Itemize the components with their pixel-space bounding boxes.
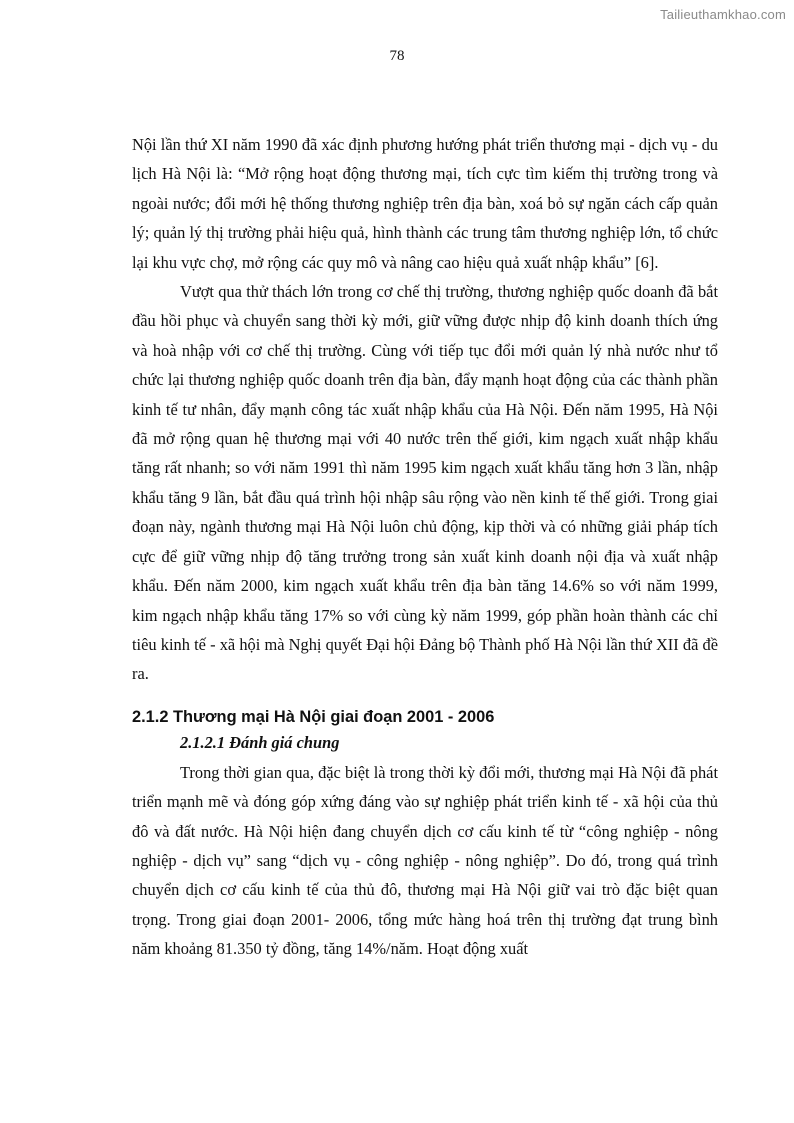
- watermark: Tailieuthamkhao.com: [660, 7, 786, 22]
- document-body: [132, 130, 718, 964]
- section-heading: 2.1.2 Thương mại Hà Nội giai đoạn 2001 - 2006: [132, 707, 495, 726]
- page-number: 78: [389, 48, 405, 64]
- paragraph-2: Vượt qua thử thách lớn trong cơ chế thị trường, thương nghiệp quốc doanh đã bắt đầu hồi phục và chuyển sang thời kỳ mới, giữ vững được nhịp độ kinh doanh thích ứng và hoà nhập với cơ chế thị trường. Cùng với tiếp tục đổi mới quản lý nhà nước như tổ chức lại thương nghiệp quốc doanh trên địa bàn, đẩy mạnh hoạt động của các thành phần kinh tế tư nhân, đẩy mạnh công tác xuất nhập khẩu của Hà Nội. Đến năm 1995, Hà Nội đã mở rộng quan hệ thương mại với 40 nước trên thế giới, kim ngạch xuất nhập khẩu tăng rất nhanh; so với năm 1991 thì năm 1995 kim ngạch xuất khẩu tăng hơn 3 lần, nhập khẩu tăng 9 lần, bắt đầu quá trình hội nhập sâu rộng vào nền kinh tế thế giới. Trong giai đoạn này, ngành thương mại Hà Nội luôn chủ động, kịp thời và có những giải pháp tích cực để giữ vững nhịp độ tăng trưởng trong sản xuất kinh doanh nội địa và xuất nhập khẩu. Đến năm 2000, kim ngạch xuất khẩu trên địa bàn tăng 14.6% so với năm 1999, kim ngạch nhập khẩu tăng 17% so với cùng kỳ năm 1999, góp phần hoàn thành các chỉ tiêu kinh tế - xã hội mà Nghị quyết Đại hội Đảng bộ Thành phố Hà Nội lần thứ XII đã đề ra.: [132, 282, 718, 684]
- paragraph-1: Nội lần thứ XI năm 1990 đã xác định phương hướng phát triển thương mại - dịch vụ - du lịch Hà Nội là: “Mở rộng hoạt động thương mại, tích cực tìm kiếm thị trường trong và ngoài nước; đổi mới hệ thống thương nghiệp trên địa bàn, xoá bỏ sự ngăn cách cấp quản lý; quản lý thị trường phải hiệu quả, hình thành các trung tâm thương nghiệp lớn, tổ chức lại khu vực chợ, mở rộng các quy mô và nâng cao hiệu quả xuất nhập khẩu” [6].: [132, 135, 718, 272]
- subsection-heading: 2.1.2.1 Đánh giá chung: [180, 732, 340, 752]
- paragraph-3: Trong thời gian qua, đặc biệt là trong thời kỳ đổi mới, thương mại Hà Nội đã phát triển mạnh mẽ và đóng góp xứng đáng vào sự nghiệp phát triển kinh tế - xã hội của thủ đô và đất nước. Hà Nội hiện đang chuyển dịch cơ cấu kinh tế từ “công nghiệp - nông nghiệp - dịch vụ” sang “dịch vụ - công nghiệp - nông nghiệp”. Do đó, trong quá trình chuyển dịch cơ cấu kinh tế của thủ đô, thương mại Hà Nội giữ vai trò đặc biệt quan trọng. Trong giai đoạn 2001- 2006, tổng mức hàng hoá trên thị trường đạt trung bình năm khoảng 81.350 tỷ đồng, tăng 14%/năm. Hoạt động xuất: [132, 762, 718, 959]
